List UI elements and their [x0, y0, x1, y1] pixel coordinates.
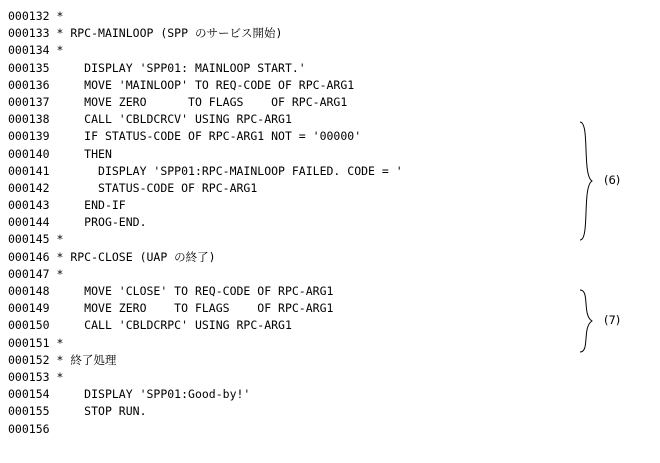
line-number: 000132 [8, 9, 50, 23]
line-text: * [56, 232, 64, 247]
line-number: 000133 [8, 26, 50, 41]
line-text: MOVE 'MAINLOOP' TO REQ-CODE OF RPC-ARG1 [56, 77, 355, 92]
code-line [8, 249, 568, 266]
line-number: 000140 [8, 146, 50, 161]
code-line [8, 111, 568, 128]
line-number: 000134 [8, 43, 50, 58]
code-line [8, 60, 568, 77]
line-text: DISPLAY 'SPP01: MAINLOOP START.' [56, 60, 306, 75]
line-number: 000143 [8, 198, 50, 213]
code-line [8, 369, 568, 386]
code-line [8, 197, 568, 214]
code-line [8, 8, 568, 25]
line-number: 000148 [8, 284, 50, 298]
line-number: 000151 [8, 335, 50, 350]
line-number: 000137 [8, 94, 50, 109]
line-text: * [56, 266, 64, 281]
code-line [8, 94, 568, 111]
line-number: 000142 [8, 180, 50, 195]
line-text: STATUS-CODE OF RPC-ARG1 [56, 180, 258, 195]
line-text: PROG-END. [56, 215, 147, 230]
code-line [8, 163, 568, 180]
brace-bracket [578, 121, 600, 241]
code-line [8, 231, 568, 248]
line-number: 000154 [8, 387, 50, 402]
line-number: 000153 [8, 369, 50, 384]
code-line [8, 25, 568, 42]
line-text: * [56, 335, 64, 350]
annotation-label: (6) [604, 173, 621, 187]
code-line [8, 386, 568, 403]
code-line [8, 266, 568, 283]
line-number: 000138 [8, 112, 50, 127]
code-line [8, 146, 568, 163]
code-line [8, 421, 568, 438]
code-line [8, 317, 568, 334]
code-line [8, 300, 568, 317]
line-text: THEN [56, 146, 112, 161]
line-number: 000139 [8, 129, 50, 144]
line-number: 000149 [8, 301, 50, 316]
code-line [8, 214, 568, 231]
annotation-label: (7) [604, 313, 621, 327]
code-line [8, 403, 568, 420]
line-number: 000146 [8, 249, 50, 264]
line-number: 000155 [8, 404, 50, 419]
line-text: DISPLAY 'SPP01:Good-by!' [56, 387, 251, 402]
line-text: IF STATUS-CODE OF RPC-ARG1 NOT = '00000' [56, 129, 362, 144]
line-text: DISPLAY 'SPP01:RPC-MAINLOOP FAILED. CODE = ' [56, 163, 403, 178]
line-text: MOVE 'CLOSE' TO REQ-CODE OF RPC-ARG1 [56, 284, 334, 298]
line-number: 000156 [8, 421, 50, 436]
line-text: MOVE ZERO TO FLAGS OF RPC-ARG1 [56, 301, 334, 316]
line-number: 000147 [8, 266, 50, 281]
line-text: * 終了処理 [56, 352, 117, 367]
line-number: 000136 [8, 77, 50, 92]
line-text: END-IF [56, 198, 126, 213]
line-text: * [56, 9, 64, 23]
code-line [8, 128, 568, 145]
line-number: 000144 [8, 215, 50, 230]
code-line [8, 77, 568, 94]
line-number: 000135 [8, 60, 50, 75]
line-text: CALL 'CBLDCRCV' USING RPC-ARG1 [56, 112, 292, 127]
code-line [8, 335, 568, 352]
line-text: * [56, 369, 64, 384]
line-text: STOP RUN. [56, 404, 147, 419]
code-line [8, 352, 568, 369]
line-text: * RPC-MAINLOOP (SPP のサービス開始) [56, 26, 283, 41]
line-number: 000141 [8, 163, 50, 178]
line-text: CALL 'CBLDCRPC' USING RPC-ARG1 [56, 318, 292, 333]
line-text: MOVE ZERO TO FLAGS OF RPC-ARG1 [56, 94, 348, 109]
code-line [8, 283, 568, 300]
line-number: 000145 [8, 232, 50, 247]
line-number: 000152 [8, 352, 50, 367]
code-line [8, 180, 568, 197]
code-line [8, 42, 568, 59]
brace-bracket [578, 289, 600, 353]
line-text: * [56, 43, 64, 58]
code-listing [8, 8, 568, 438]
line-number: 000150 [8, 318, 50, 333]
line-text: * RPC-CLOSE (UAP の終了) [56, 249, 216, 264]
